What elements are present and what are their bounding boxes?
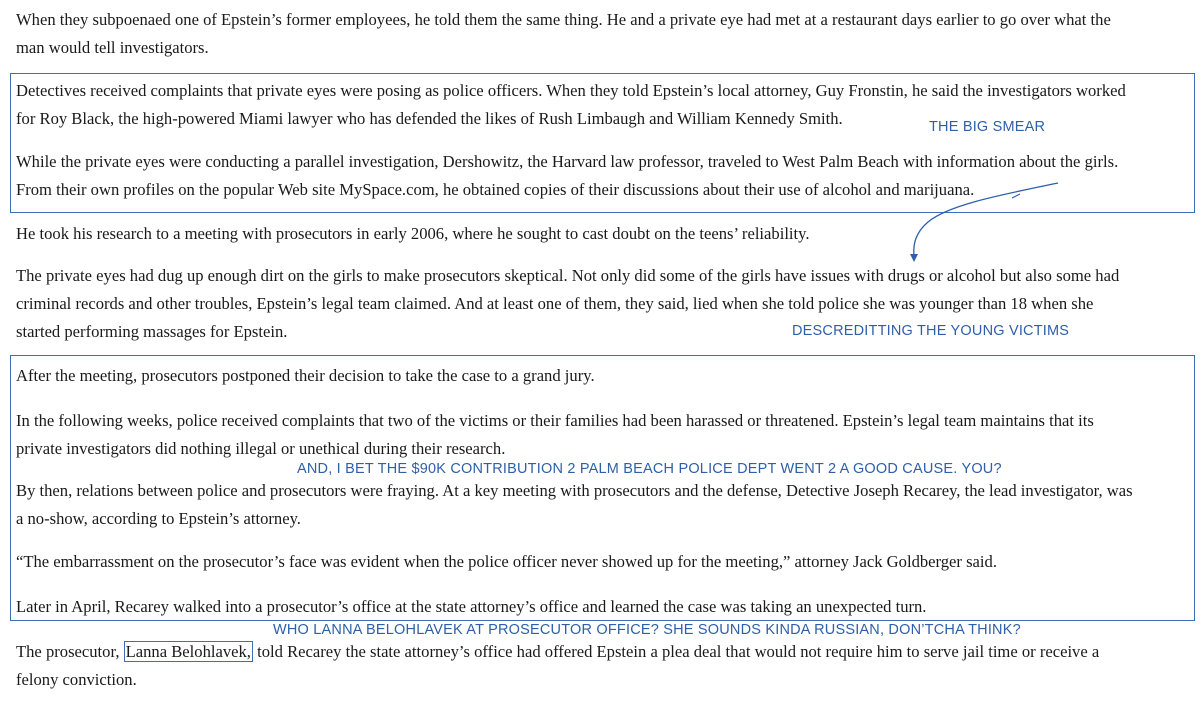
paragraph-line: private investigators did nothing illegal or unethical during their research. bbox=[16, 439, 506, 458]
paragraph-line: started performing massages for Epstein. bbox=[16, 322, 288, 341]
paragraph-line: By then, relations between police and prosecutors were fraying. At a key meeting with prosecutors and the defense, Detective Joseph Recarey, the lead investigator, was bbox=[16, 481, 1133, 500]
text-after-name: told Recarey the state attorney’s office had offered Epstein a plea deal that would not require him to serve jail time or receive a bbox=[252, 642, 1100, 661]
paragraph-line: From their own profiles on the popular Web site MySpace.com, he obtained copies of their discussions about their use of alcohol and marijuana. bbox=[16, 180, 975, 199]
paragraph-line: “The embarrassment on the prosecutor’s face was evident when the police officer never showed up for the meeting,” attorney Jack Goldberger said. bbox=[16, 552, 997, 571]
boxed-name: Lanna Belohlavek, bbox=[125, 642, 251, 661]
paragraph-line: man would tell investigators. bbox=[16, 38, 209, 57]
paragraph-line: The private eyes had dug up enough dirt on the girls to make prosecutors skeptical. Not only did some of the girls have issues with drugs or alcohol but also some had bbox=[16, 266, 1120, 285]
annotation-contribution: AND, I BET THE $90K CONTRIBUTION 2 PALM BEACH POLICE DEPT WENT 2 A GOOD CAUSE. YOU? bbox=[297, 461, 1002, 477]
paragraph-line: Later in April, Recarey walked into a prosecutor’s office at the state attorney’s office and learned the case was taking an unexpected turn. bbox=[16, 597, 927, 616]
annotation-discrediting: DESCREDITTING THE YOUNG VICTIMS bbox=[792, 323, 1070, 339]
paragraph-line: for Roy Black, the high-powered Miami lawyer who has defended the likes of Rush Limbaugh and William Kennedy Smith. bbox=[16, 109, 843, 128]
text-before-name: The prosecutor, bbox=[16, 642, 124, 661]
annotation-prosecutor: WHO LANNA BELOHLAVEK AT PROSECUTOR OFFICE? SHE SOUNDS KINDA RUSSIAN, DON’TCHA THINK? bbox=[273, 622, 1021, 638]
paragraph-line: criminal records and other troubles, Epstein’s legal team claimed. And at least one of them, they said, lied when she told police she was younger than 18 when she bbox=[16, 294, 1094, 313]
paragraph-line: While the private eyes were conducting a parallel investigation, Dershowitz, the Harvard law professor, traveled to West Palm Beach with information about the girls. bbox=[16, 152, 1119, 171]
paragraph-line: felony conviction. bbox=[16, 670, 137, 689]
paragraph-line: After the meeting, prosecutors postponed their decision to take the case to a grand jury. bbox=[16, 366, 595, 385]
paragraph-line: a no-show, according to Epstein’s attorney. bbox=[16, 509, 301, 528]
paragraph-line: He took his research to a meeting with prosecutors in early 2006, where he sought to cast doubt on the teens’ reliability. bbox=[16, 224, 810, 243]
paragraph-line: In the following weeks, police received complaints that two of the victims or their families had been harassed or threatened. Epstein’s legal team maintains that its bbox=[16, 411, 1094, 430]
annotation-smear: THE BIG SMEAR bbox=[929, 119, 1046, 135]
paragraph-line: Detectives received complaints that private eyes were posing as police officers. When they told Epstein’s local attorney, Guy Fronstin, he said the investigators worked bbox=[16, 81, 1126, 100]
paragraph-line: When they subpoenaed one of Epstein’s former employees, he told them the same thing. He and a private eye had met at a restaurant days earlier to go over what the bbox=[16, 10, 1111, 29]
